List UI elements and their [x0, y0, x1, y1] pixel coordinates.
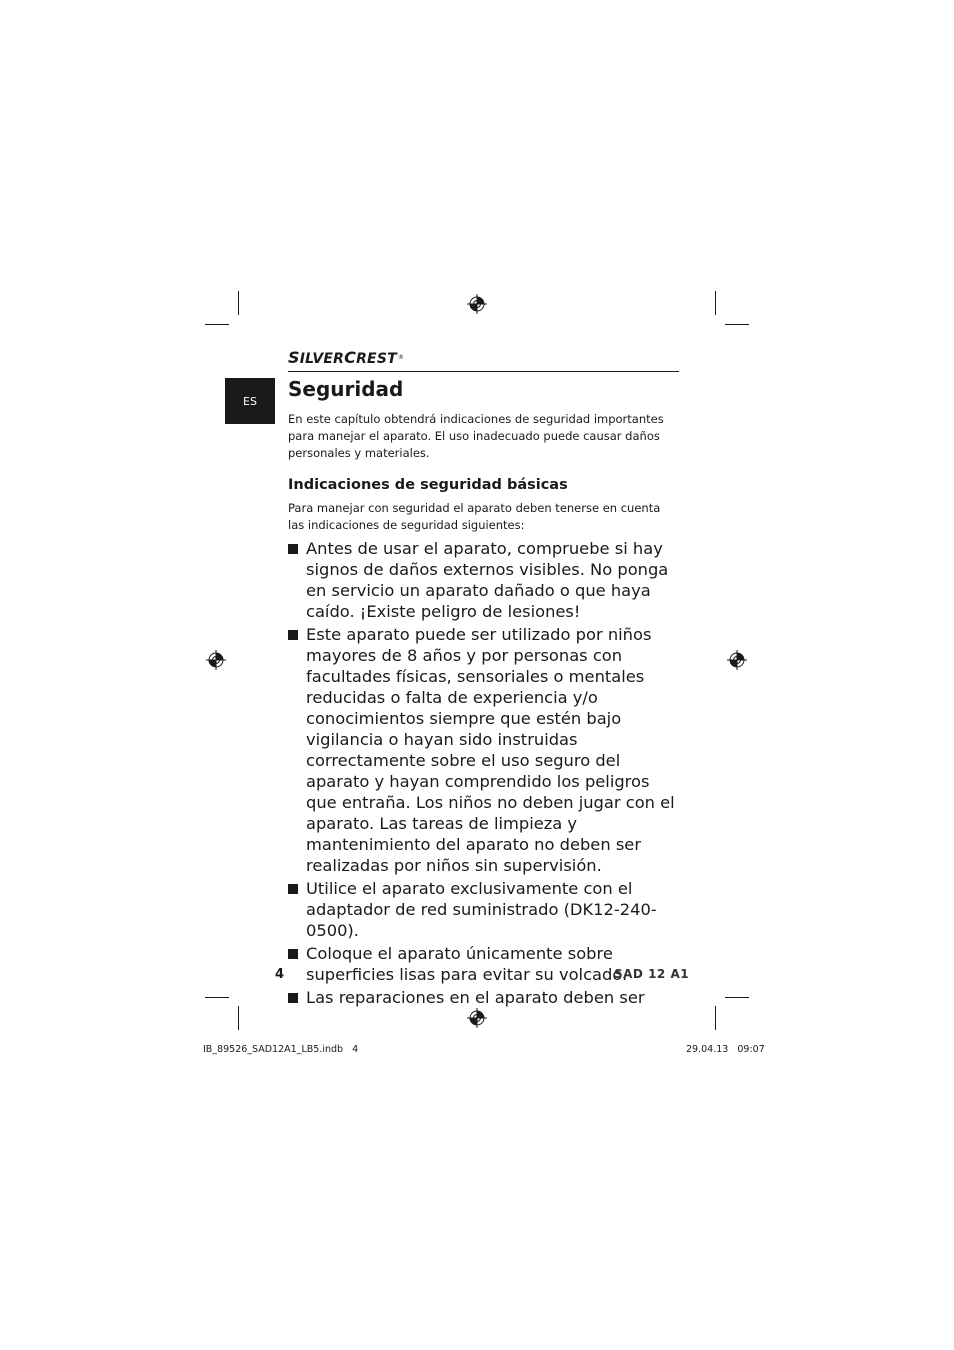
- crop-mark: [205, 324, 229, 325]
- brand-logo: SILVERCREST®: [288, 348, 405, 367]
- list-item: Este aparato puede ser utilizado por niños mayores de 8 años y por personas con facultades físicas, sensoriales o mentales reducidas o falta de experiencia y/o conocimientos siempre que estén bajo vigilancia o hayan sido instruidas correctamente sobre el uso seguro del aparato y hayan comprendido los peligros que entraña. Los niños no deben jugar con el aparato. Las tareas de limpieza y mantenimiento del aparato no deben ser realizadas por niños sin supervisión.: [288, 624, 678, 876]
- bullet-square-icon: [288, 630, 298, 640]
- registration-mark-icon: [467, 294, 487, 314]
- registration-mark-icon: [206, 650, 226, 670]
- crop-mark: [725, 324, 749, 325]
- bullet-square-icon: [288, 884, 298, 894]
- crop-mark: [715, 291, 716, 315]
- crop-mark: [238, 1006, 239, 1030]
- list-item: Antes de usar el aparato, compruebe si hay signos de daños externos visibles. No ponga en servicio un aparato dañado o que haya caído. ¡Existe peligro de lesiones!: [288, 538, 678, 622]
- crop-mark: [715, 1006, 716, 1030]
- registration-mark-icon: [727, 650, 747, 670]
- bullet-square-icon: [288, 949, 298, 959]
- subsection-intro: Para manejar con seguridad el aparato deben tenerse en cuenta las indicaciones de seguridad siguientes:: [288, 501, 661, 532]
- crop-mark: [238, 291, 239, 315]
- header-rule: [288, 371, 679, 372]
- crop-mark: [725, 997, 749, 998]
- model-number: SAD 12 A1: [614, 967, 690, 981]
- bullet-square-icon: [288, 544, 298, 554]
- crop-mark: [205, 997, 229, 998]
- print-timestamp: 29.04.13 09:07: [686, 1044, 765, 1055]
- registration-mark-icon: [467, 1008, 487, 1028]
- language-label: ES: [243, 394, 257, 408]
- section-intro: En este capítulo obtendrá indicaciones de seguridad importantes para manejar el aparato. El uso inadecuado puede causar daños personales y materiales.: [288, 412, 664, 460]
- file-slug: IB_89526_SAD12A1_LB5.indb 4: [203, 1044, 359, 1055]
- safety-list: [288, 538, 678, 1010]
- bullet-square-icon: [288, 993, 298, 1003]
- list-item: Utilice el aparato exclusivamente con el adaptador de red suministrado (DK12-240-0500).: [288, 878, 678, 941]
- list-item: Las reparaciones en el aparato deben ser: [288, 987, 678, 1008]
- list-item: Coloque el aparato únicamente sobre superficies lisas para evitar su volcado.: [288, 943, 678, 985]
- page-number: 4: [275, 967, 285, 982]
- subsection-title: Indicaciones de seguridad básicas: [288, 477, 568, 493]
- section-title: Seguridad: [288, 377, 404, 401]
- language-tab: [225, 378, 275, 424]
